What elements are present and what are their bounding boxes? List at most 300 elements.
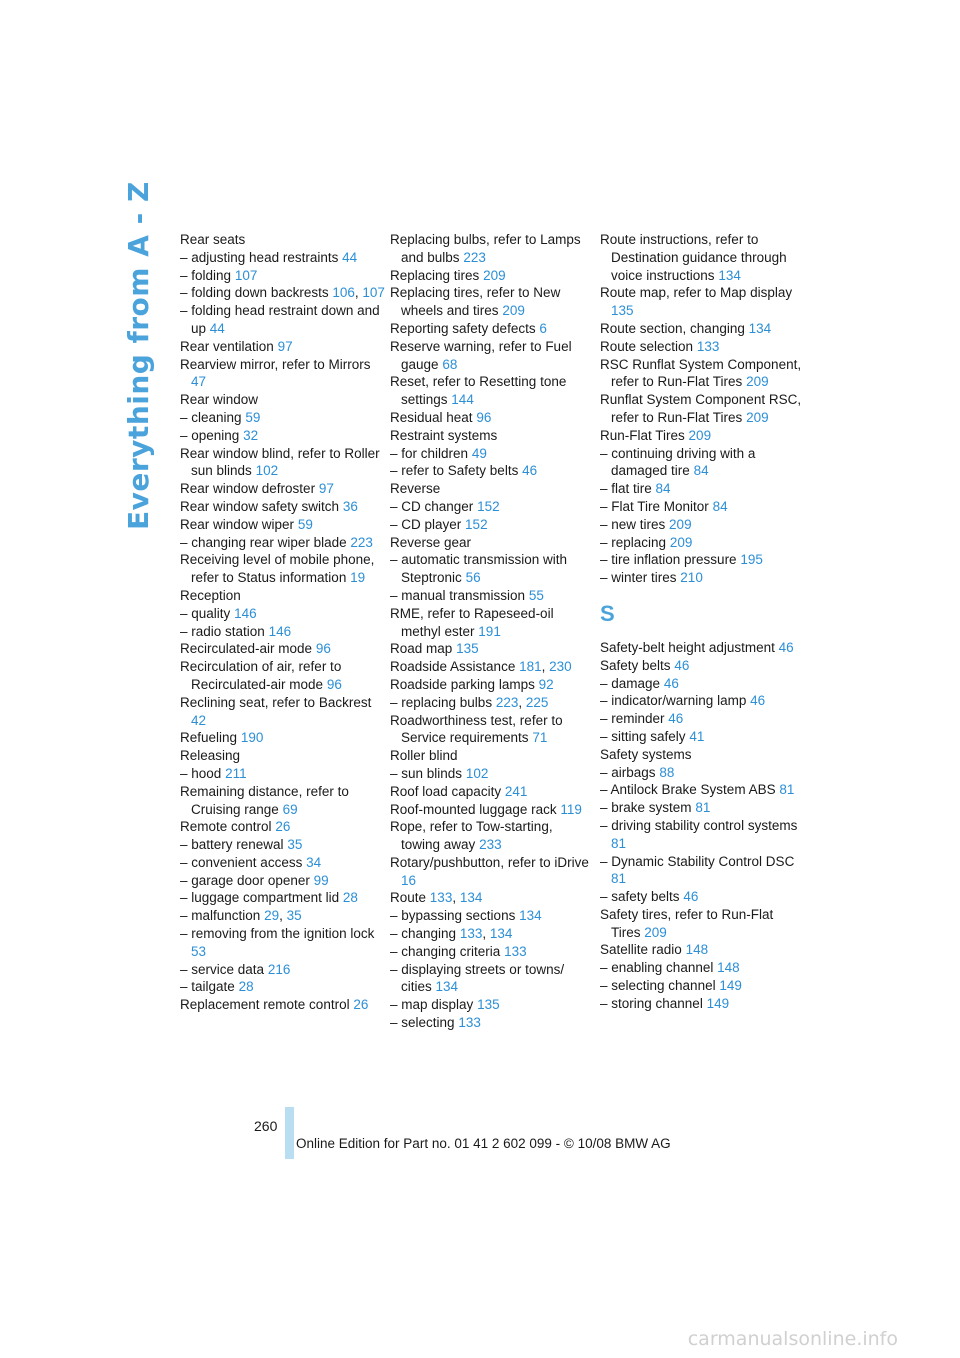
page-ref-link[interactable]: 46	[750, 693, 766, 709]
index-entry	[600, 906, 805, 942]
index-entry-text: Rear window safety switch	[180, 498, 340, 514]
page-ref-link[interactable]: 152	[465, 516, 488, 532]
page-ref-link[interactable]: 135	[456, 641, 479, 657]
index-entry	[600, 284, 805, 320]
index-entry	[390, 587, 595, 605]
index-entry-text: – tire inflation pressure	[600, 552, 737, 568]
index-entry	[180, 409, 385, 427]
index-entry	[180, 267, 385, 285]
page-ref-link[interactable]: 211	[225, 765, 247, 781]
index-entry	[180, 640, 385, 658]
index-entry	[600, 427, 805, 445]
index-entry-text: Reverse gear	[390, 534, 472, 550]
index-entry-text: – Dynamic Stability Control DSC	[600, 853, 795, 869]
index-entry	[600, 356, 805, 392]
index-entry-text: Replacement remote control	[180, 997, 350, 1013]
index-entry-text: Run-Flat Tires	[600, 427, 685, 443]
index-entry	[600, 728, 805, 746]
index-entry	[600, 657, 805, 675]
page-ref-link[interactable]: 209	[669, 516, 692, 532]
page-ref-link[interactable]: 53	[191, 943, 207, 959]
page-ref-link[interactable]: 96	[315, 641, 331, 657]
page-ref-link[interactable]: 97	[277, 338, 293, 354]
page-ref-link[interactable]: 49	[471, 445, 487, 461]
index-entry	[180, 978, 385, 996]
index-entry	[600, 764, 805, 782]
page-ref-link[interactable]: 134	[459, 890, 483, 906]
page-ref-link[interactable]: 233	[479, 837, 502, 853]
index-entry-text: Refueling	[180, 730, 238, 746]
index-entry	[180, 623, 385, 641]
page-ref-link[interactable]: 28	[238, 979, 254, 995]
page-ref-link[interactable]: 216	[267, 961, 291, 977]
page-ref-link[interactable]: 71	[532, 730, 548, 746]
index-entry	[600, 941, 805, 959]
page-ref-link[interactable]: 88	[659, 764, 675, 780]
index-entry-text: – continuing driving with a damaged tire	[600, 445, 756, 479]
page-ref-link[interactable]: 209	[669, 534, 693, 550]
index-entry-text: Roadside parking lamps	[390, 676, 535, 692]
page-ref-link[interactable]: 106	[332, 285, 355, 301]
index-entry-text: – CD player	[390, 516, 462, 532]
page-ref-link[interactable]: 148	[685, 942, 709, 958]
index-entry	[390, 783, 595, 801]
page-ref-separator: ,	[354, 285, 363, 301]
page-ref-link[interactable]: 241	[504, 783, 528, 799]
page-ref-link[interactable]: 32	[243, 427, 259, 443]
page-ref-link[interactable]: 148	[717, 960, 740, 976]
page-ref-link[interactable]: 44	[209, 320, 225, 336]
index-entry	[180, 427, 385, 445]
index-entry-text: Reserve warning, refer to Fuel gauge	[390, 338, 572, 372]
index-entry-text: Roadworthiness test, refer to Service requirements	[390, 712, 563, 746]
index-entry-text: Rear seats	[180, 232, 246, 247]
page-ref-link[interactable]: 210	[680, 570, 703, 586]
page-ref-link[interactable]: 133	[459, 926, 483, 942]
page-ref-link[interactable]: 146	[268, 623, 292, 639]
page-ref-separator: ,	[482, 926, 490, 942]
index-entry-text: – indicator/warning lamp	[600, 693, 747, 709]
index-entry-text: Replacing tires, refer to New wheels and tires	[390, 285, 561, 319]
page-ref-link[interactable]: 59	[297, 516, 313, 532]
index-entry	[180, 391, 385, 409]
index-entry	[180, 231, 385, 249]
index-entry	[600, 391, 805, 427]
index-entry	[600, 480, 805, 498]
index-entry-text: Replacing bulbs, refer to Lamps and bulbs	[390, 232, 581, 265]
index-entry	[390, 480, 595, 498]
index-entry-text: Satellite radio	[600, 942, 682, 958]
page-ref-link[interactable]: 133	[504, 943, 527, 959]
page-ref-link[interactable]: 46	[674, 657, 690, 673]
index-entry	[600, 231, 805, 284]
index-entry-text: Residual heat	[390, 409, 473, 425]
page-ref-link[interactable]: 181	[519, 659, 542, 675]
index-entry-text: Route map, refer to Map display	[600, 285, 793, 301]
page-ref-link[interactable]: 46	[668, 711, 684, 727]
page-ref-link[interactable]: 102	[465, 765, 489, 781]
page-ref-link[interactable]: 99	[313, 872, 329, 888]
index-entry-text: Route section, changing	[600, 320, 745, 336]
index-entry-text: – service data	[180, 961, 265, 977]
index-entry	[180, 765, 385, 783]
index-entry-text: – folding down backrests	[180, 285, 329, 301]
index-entry-text: Safety-belt height adjustment	[600, 639, 775, 655]
index-entry	[180, 284, 385, 302]
page-ref-link[interactable]: 59	[245, 409, 261, 425]
side-title: Everything from A - Z	[122, 181, 155, 530]
index-entry-text: – adjusting head restraints	[180, 249, 339, 265]
page-number: 260	[254, 1118, 278, 1134]
index-entry	[600, 551, 805, 569]
index-entry	[180, 587, 385, 605]
page-ref-link[interactable]: 68	[442, 356, 458, 372]
index-entry	[600, 959, 805, 977]
page-ref-link[interactable]: 223	[495, 694, 519, 710]
page-ref-link[interactable]: 35	[287, 837, 303, 853]
page-ref-link[interactable]: 149	[719, 978, 742, 994]
index-entry	[600, 995, 805, 1013]
index-entry	[390, 694, 595, 712]
index-entry	[180, 925, 385, 961]
index-entry-text: Safety belts	[600, 657, 671, 673]
index-entry-text: Rear window wiper	[180, 516, 295, 532]
index-entry-text: Rearview mirror, refer to Mirrors	[180, 356, 371, 372]
index-entry-text: – bypassing sections	[390, 908, 516, 924]
index-entry-text: – refer to Safety belts	[390, 463, 519, 479]
page-ref-link[interactable]: 144	[451, 392, 474, 408]
index-entry	[180, 480, 385, 498]
index-entry	[390, 320, 595, 338]
index-entry	[390, 676, 595, 694]
index-entry-text: Safety systems	[600, 746, 692, 762]
index-entry-text: – cleaning	[180, 409, 242, 425]
page-ref-link[interactable]: 46	[683, 889, 699, 905]
index-entry-text: – new tires	[600, 516, 666, 532]
index-entry	[180, 302, 385, 338]
index-entry	[180, 836, 385, 854]
page-ref-link[interactable]: 96	[476, 409, 492, 425]
page-ref-link[interactable]: 81	[611, 871, 627, 887]
index-entry-text: Reset, refer to Resetting tone settings	[390, 374, 567, 408]
index-entry	[390, 658, 595, 676]
index-entry-text: – luggage compartment lid	[180, 890, 340, 906]
page-ref-link[interactable]: 134	[435, 979, 459, 995]
index-entry-text: Runflat System Component RSC, refer to Run-Flat Tires	[600, 392, 802, 425]
index-entry	[390, 1014, 595, 1032]
page-ref-link[interactable]: 135	[477, 997, 500, 1013]
page-ref-link[interactable]: 84	[712, 498, 728, 514]
index-entry-text: – safety belts	[600, 889, 680, 905]
index-entry-text: – selecting channel	[600, 978, 716, 994]
page-ref-link[interactable]: 152	[477, 498, 500, 514]
index-entry	[600, 675, 805, 693]
index-entry	[390, 961, 595, 997]
index-entry	[180, 818, 385, 836]
index-entry	[390, 427, 595, 445]
page-ref-link[interactable]: 195	[740, 552, 763, 568]
index-entry-text: – radio station	[180, 623, 265, 639]
page-ref-link[interactable]: 46	[663, 675, 679, 691]
page-ref-link[interactable]: 230	[549, 659, 572, 675]
page-ref-separator: ,	[452, 890, 460, 906]
index-entry	[180, 996, 385, 1014]
index-entry-text: Reverse	[390, 481, 441, 497]
page-ref-link[interactable]: 36	[342, 498, 358, 514]
page-ref-link[interactable]: 209	[502, 303, 525, 319]
index-column-2	[390, 231, 595, 1032]
index-entry	[390, 747, 595, 765]
page-ref-link[interactable]: 223	[463, 249, 486, 265]
index-entry	[180, 658, 385, 694]
page-ref-link[interactable]: 133	[696, 338, 720, 354]
index-entry-text: RSC Runflat System Component, refer to Run-Flat Tires	[600, 356, 802, 390]
page-ref-link[interactable]: 209	[644, 924, 667, 940]
page-ref-link[interactable]: 26	[275, 819, 291, 835]
page-ref-link[interactable]: 46	[522, 463, 538, 479]
index-entry	[600, 338, 805, 356]
page-ref-link[interactable]: 47	[191, 374, 207, 390]
watermark: carmanualsonline.info	[687, 1328, 898, 1350]
page-ref-link[interactable]: 97	[318, 481, 334, 497]
page-ref-link[interactable]: 134	[489, 926, 513, 942]
page-ref-link[interactable]: 223	[350, 534, 373, 550]
index-entry	[600, 498, 805, 516]
index-entry	[390, 765, 595, 783]
page-ref-link[interactable]: 81	[611, 835, 627, 851]
index-entry	[180, 907, 385, 925]
page-ref-link[interactable]: 81	[695, 800, 711, 816]
index-entry-text: Rear window blind, refer to Roller sun blinds	[180, 445, 380, 479]
index-entry	[390, 498, 595, 516]
index-entry-text: – changing	[390, 926, 457, 942]
index-entry-text: Reclining seat, refer to Backrest	[180, 694, 372, 710]
index-entry	[390, 409, 595, 427]
index-entry-text: – brake system	[600, 800, 692, 816]
index-entry-text: Rope, refer to Tow-starting, towing away	[390, 819, 553, 853]
index-entry	[180, 854, 385, 872]
index-entry-text: – garage door opener	[180, 872, 310, 888]
page-ref-link[interactable]: 209	[746, 374, 769, 390]
page-ref-link[interactable]: 34	[306, 854, 322, 870]
index-entry-text: Remote control	[180, 819, 272, 835]
index-entry	[390, 284, 595, 320]
page-ref-link[interactable]: 56	[465, 570, 481, 586]
index-entry-text: – automatic transmission with Steptronic	[390, 552, 568, 586]
index-entry-text: Roof-mounted luggage rack	[390, 801, 557, 817]
footer-bar	[285, 1107, 294, 1159]
index-entry-text: Route selection	[600, 338, 694, 354]
page-ref-link[interactable]: 107	[234, 267, 258, 283]
page-ref-link[interactable]: 35	[286, 908, 302, 924]
index-entry-text: – Flat Tire Monitor	[600, 498, 709, 514]
index-entry-text: – opening	[180, 427, 240, 443]
index-entry-text: Rear window	[180, 392, 259, 408]
page-ref-link[interactable]: 225	[525, 694, 549, 710]
page-ref-link[interactable]: 107	[362, 285, 385, 301]
page-ref-link[interactable]: 55	[528, 587, 544, 603]
index-entry	[600, 746, 805, 764]
index-entry-text: – selecting	[390, 1015, 455, 1031]
index-entry	[600, 977, 805, 995]
index-entry	[180, 498, 385, 516]
index-entry-text: – folding head restraint down and up	[180, 303, 380, 336]
index-entry-text: Recirculated-air mode	[180, 641, 313, 657]
index-entry	[390, 854, 595, 890]
page-ref-link[interactable]: 191	[478, 623, 501, 639]
index-entry	[390, 445, 595, 463]
page-ref-link[interactable]: 134	[748, 320, 772, 336]
index-entry	[390, 462, 595, 480]
index-entry	[180, 338, 385, 356]
index-entry	[600, 799, 805, 817]
index-entry	[180, 783, 385, 819]
index-entry-text: – changing rear wiper blade	[180, 534, 347, 550]
index-entry	[390, 818, 595, 854]
index-entry-text: – Antilock Brake System ABS	[600, 782, 776, 798]
index-entry	[180, 872, 385, 890]
index-entry	[600, 569, 805, 587]
index-entry	[390, 605, 595, 641]
index-entry	[390, 907, 595, 925]
index-entry-text: – sitting safely	[600, 728, 686, 744]
index-entry	[390, 712, 595, 748]
index-entry	[390, 996, 595, 1014]
index-entry-text: Rotary/pushbutton, refer to iDrive	[390, 854, 589, 870]
index-entry-text: Rear ventilation	[180, 338, 274, 354]
index-entry-text: Releasing	[180, 748, 241, 764]
index-entry-text: – quality	[180, 605, 231, 621]
page-ref-link[interactable]: 119	[560, 801, 582, 817]
index-entry-text: – storing channel	[600, 995, 703, 1011]
index-entry-text: Roller blind	[390, 748, 458, 764]
page-ref-link[interactable]: 84	[655, 481, 671, 497]
index-entry-text: – damage	[600, 675, 661, 691]
page-ref-link[interactable]: 209	[746, 409, 769, 425]
index-entry-text: Route	[390, 890, 427, 906]
index-entry-text: – battery renewal	[180, 837, 284, 853]
page-ref-link[interactable]: 26	[353, 997, 369, 1013]
index-entry	[600, 516, 805, 534]
page-ref-link[interactable]: 133	[429, 890, 453, 906]
index-entry-text: – displaying streets or towns/ cities	[390, 961, 565, 995]
index-entry-text: – sun blinds	[390, 765, 463, 781]
page-ref-link[interactable]: 19	[350, 570, 366, 586]
index-entry-text: Recirculation of air, refer to Recirculated-air mode	[180, 659, 342, 692]
page-ref-link[interactable]: 190	[240, 730, 264, 746]
page-ref-separator: ,	[541, 659, 550, 675]
index-entry-text: – folding	[180, 267, 232, 283]
index-entry-text: – tailgate	[180, 979, 235, 995]
index-entry-text: – driving stability control systems	[600, 817, 798, 833]
page-ref-link[interactable]: 46	[778, 639, 794, 655]
index-entry-text: – removing from the ignition lock	[180, 926, 375, 942]
page-ref-link[interactable]: 84	[693, 463, 709, 479]
page-ref-link[interactable]: 92	[538, 676, 554, 692]
index-entry-text: Reception	[180, 587, 241, 603]
index-column-3	[600, 231, 805, 1013]
index-entry-text: – winter tires	[600, 570, 677, 586]
index-entry-text: – malfunction	[180, 908, 261, 924]
section-letter: S	[600, 600, 615, 626]
page-ref-link[interactable]: 134	[519, 908, 542, 924]
index-entry-text: – manual transmission	[390, 587, 526, 603]
index-entry	[180, 747, 385, 765]
page-ref-link[interactable]: 29	[264, 908, 280, 924]
page-ref-link[interactable]: 102	[255, 463, 279, 479]
index-entry	[390, 943, 595, 961]
page-ref-link[interactable]: 146	[234, 605, 257, 621]
page-ref-link[interactable]: 133	[458, 1015, 481, 1031]
index-entry-text: – map display	[390, 997, 474, 1013]
page-ref-link[interactable]: 69	[282, 801, 298, 817]
page-ref-separator: ,	[518, 694, 526, 710]
page-ref-separator: ,	[279, 908, 287, 924]
page-ref-link[interactable]: 16	[401, 872, 417, 888]
page-ref-link[interactable]: 28	[342, 890, 358, 906]
index-entry	[390, 640, 595, 658]
index-entry	[390, 889, 595, 907]
page-ref-link[interactable]: 149	[706, 995, 730, 1011]
index-entry	[180, 249, 385, 267]
page-ref-link[interactable]: 81	[779, 782, 795, 798]
index-entry	[600, 710, 805, 728]
index-entry-text: Roof load capacity	[390, 783, 502, 799]
page-ref-link[interactable]: 41	[689, 728, 705, 744]
index-entry	[390, 338, 595, 374]
page-ref-link[interactable]: 209	[688, 427, 712, 443]
index-entry	[390, 551, 595, 587]
index-entry	[600, 320, 805, 338]
index-entry-text: Road map	[390, 641, 453, 657]
index-entry	[180, 516, 385, 534]
index-entry	[180, 605, 385, 623]
index-entry	[390, 373, 595, 409]
page-ref-link[interactable]: 135	[611, 303, 634, 319]
index-entry-text: Reporting safety defects	[390, 320, 536, 336]
index-entry	[600, 781, 805, 799]
index-entry	[600, 692, 805, 710]
index-entry	[180, 356, 385, 392]
index-entry	[390, 267, 595, 285]
page-ref-link[interactable]: 44	[342, 249, 358, 265]
index-entry	[390, 925, 595, 943]
page-ref-link[interactable]: 134	[718, 267, 741, 283]
index-entry	[600, 888, 805, 906]
index-entry	[180, 729, 385, 747]
index-entry	[600, 817, 805, 853]
page-ref-link[interactable]: 6	[539, 320, 547, 336]
index-entry	[180, 961, 385, 979]
footer-text: Online Edition for Part no. 01 41 2 602 099 - © 10/08 BMW AG	[296, 1136, 671, 1151]
index-entry	[600, 639, 805, 657]
index-entry	[180, 694, 385, 730]
index-entry	[180, 889, 385, 907]
index-entry-text: Rear window defroster	[180, 481, 316, 497]
index-entry	[180, 445, 385, 481]
index-entry	[600, 445, 805, 481]
index-entry-text: – hood	[180, 765, 222, 781]
index-entry-text: Safety tires, refer to Run-Flat Tires	[600, 906, 774, 940]
index-entry-text: – convenient access	[180, 854, 303, 870]
index-entry	[600, 853, 805, 889]
page-ref-link[interactable]: 96	[326, 676, 342, 692]
index-entry-text: – replacing bulbs	[390, 694, 493, 710]
index-entry-text: Remaining distance, refer to Cruising range	[180, 783, 349, 817]
page-ref-link[interactable]: 209	[483, 267, 506, 283]
page-ref-link[interactable]: 42	[191, 712, 207, 728]
index-entry-text: RME, refer to Rapeseed-oil methyl ester	[390, 605, 554, 639]
